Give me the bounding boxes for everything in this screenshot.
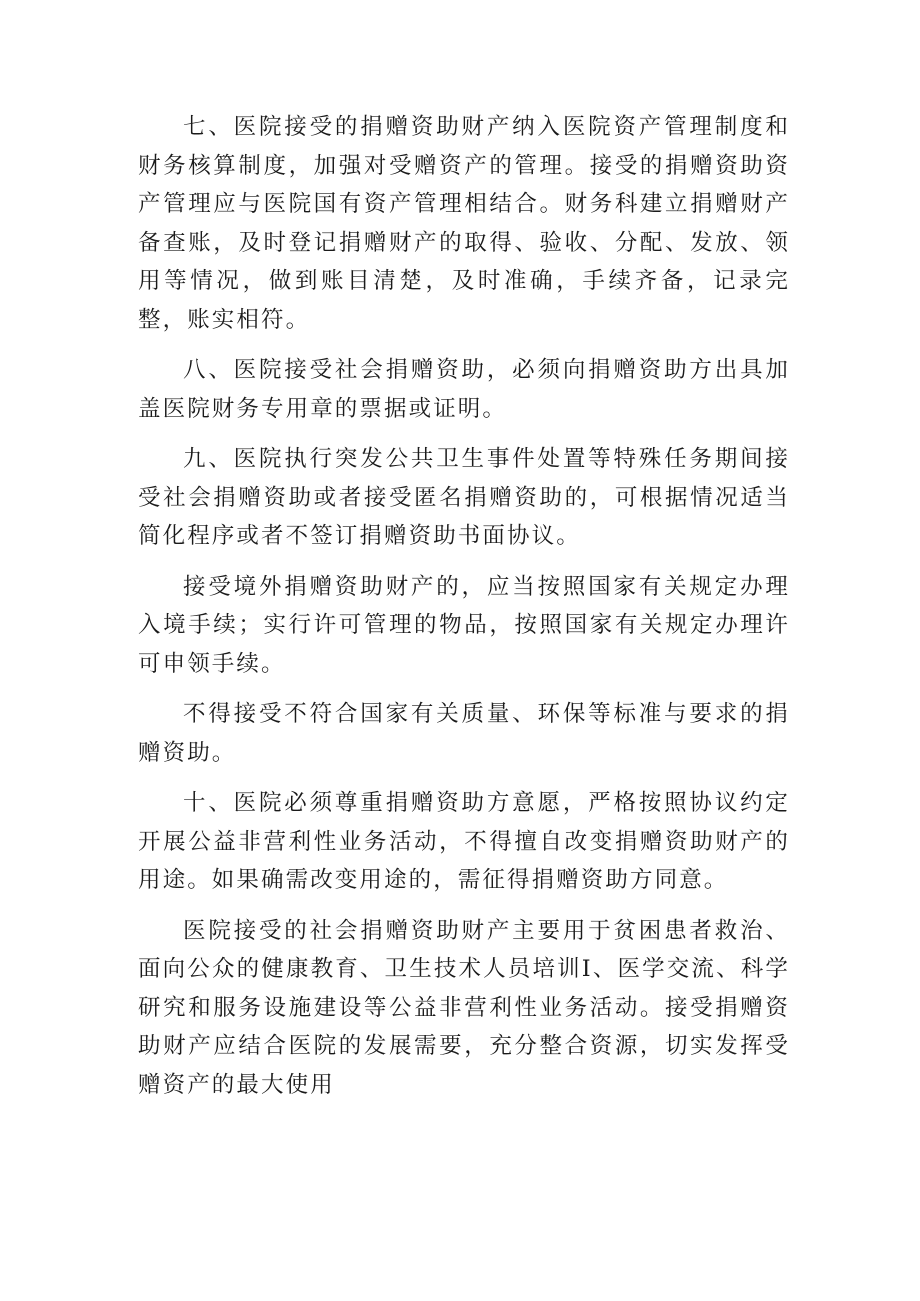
paragraph-usage: 医院接受的社会捐赠资助财产主要用于贫困患者救治、面向公众的健康教育、卫生技术人员培训Ⅰ、医学交流、科学研究和服务设施建设等公益非营利性业务活动。接受捐赠资助财产应结合医院的发展需要，充分整合资源，切实发挥受赠资产的最大使用 — [138, 917, 790, 1098]
paragraph-8: 八、医院接受社会捐赠资助，必须向捐赠资助方出具加盖医院财务专用章的票据或证明。 — [138, 357, 790, 422]
paragraph-10: 十、医院必须尊重捐赠资助方意愿，严格按照协议约定开展公益非营利性业务活动，不得擅自改变捐赠资助财产的用途。如果确需改变用途的，需征得捐赠资助方同意。 — [138, 790, 790, 893]
document-body — [138, 108, 790, 1116]
paragraph-prohibited-donation: 不得接受不符合国家有关质量、环保等标准与要求的捐赠资助。 — [138, 701, 790, 766]
paragraph-foreign-donation: 接受境外捐赠资助财产的，应当按照国家有关规定办理入境手续；实行许可管理的物品，按照国家有关规定办理许可申领手续。 — [138, 573, 790, 677]
paragraph-7: 七、医院接受的捐赠资助财产纳入医院资产管理制度和财务核算制度，加强对受赠资产的管理。接受的捐赠资助资产管理应与医院国有资产管理相结合。财务科建立捐赠财产备查账，及时登记捐赠财产的取得、验收、分配、发放、领用等情况，做到账目清楚，及时准确，手续齐备，记录完整，账实相符。 — [138, 114, 790, 333]
paragraph-9: 九、医院执行突发公共卫生事件处置等特殊任务期间接受社会捐赠资助或者接受匿名捐赠资助的，可根据情况适当简化程序或者不签订捐赠资助书面协议。 — [138, 446, 790, 549]
